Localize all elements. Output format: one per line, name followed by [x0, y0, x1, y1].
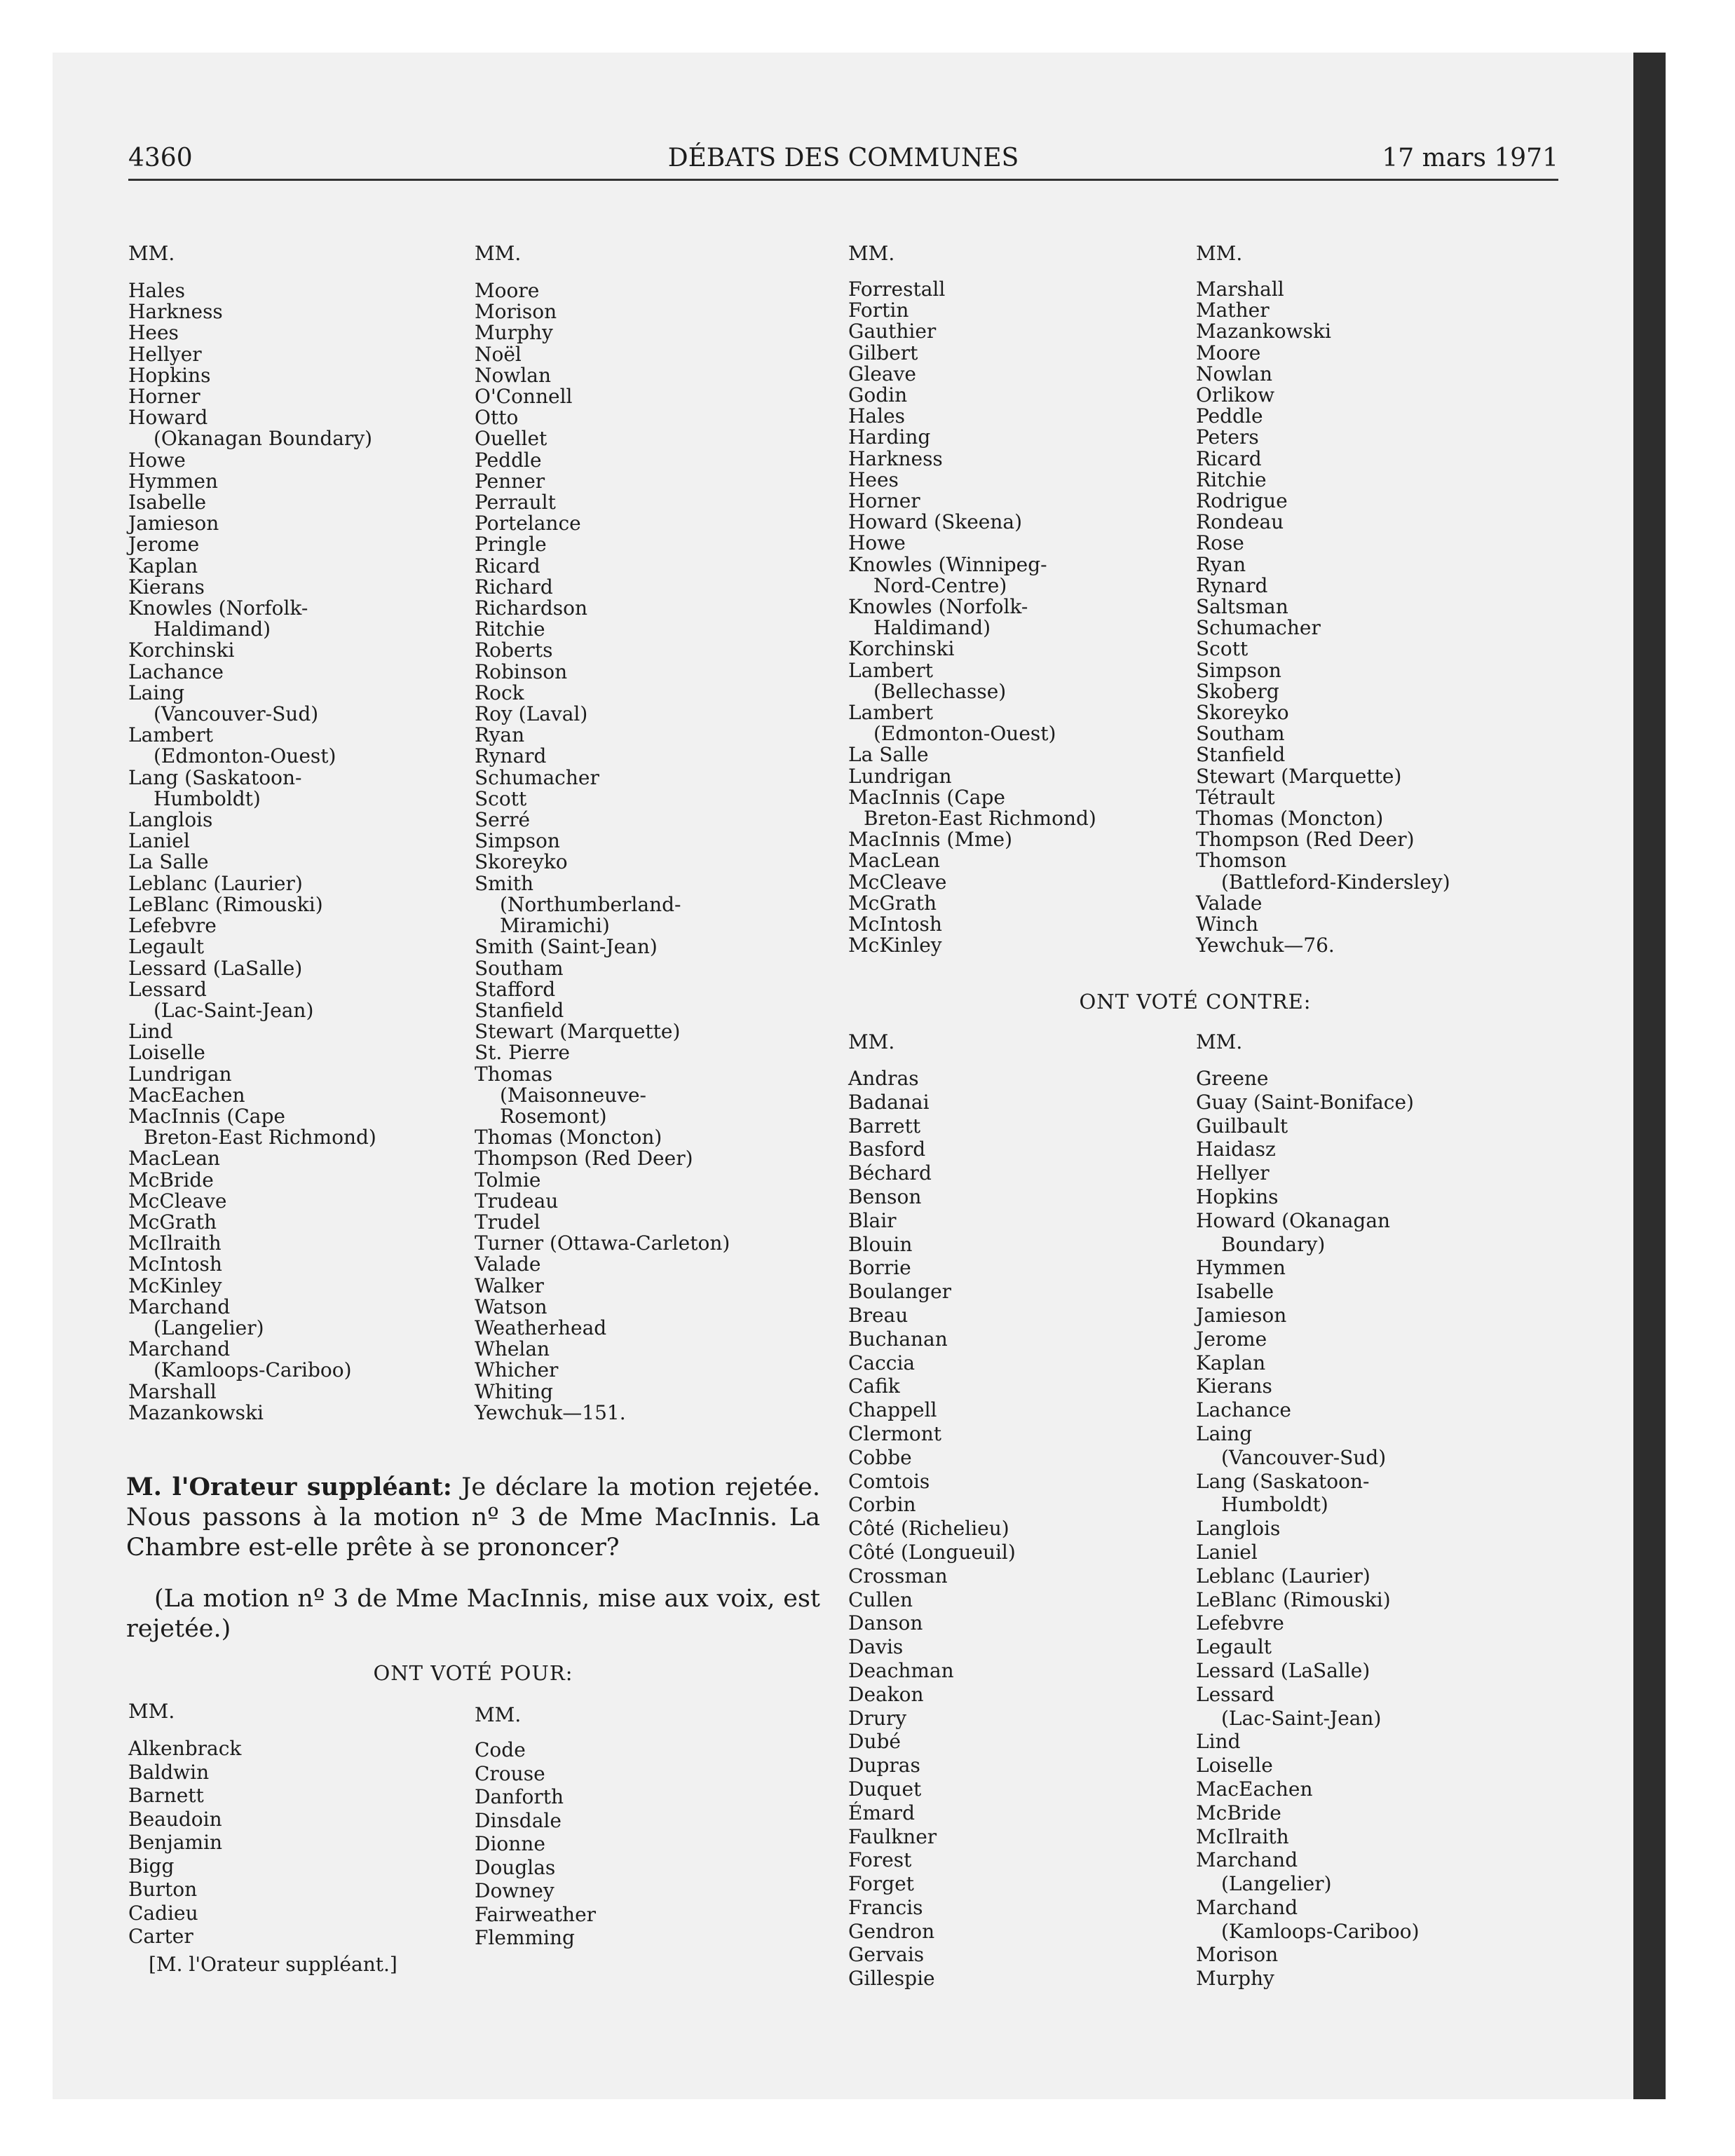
member-name: (Edmonton-Ouest)	[873, 722, 1056, 746]
member-name: Horner	[128, 385, 200, 409]
member-name: Baldwin	[128, 1760, 210, 1784]
member-name: Jerome	[1196, 1327, 1267, 1351]
member-name: Thompson (Red Deer)	[475, 1147, 693, 1171]
member-name: Langlois	[1196, 1517, 1281, 1541]
member-name: Scott	[1196, 637, 1248, 661]
member-name: (Okanagan Boundary)	[154, 427, 373, 451]
member-name: Howe	[128, 448, 186, 472]
member-name: Howard	[128, 406, 208, 430]
member-name: Benson	[848, 1185, 922, 1208]
member-name: Forget	[848, 1872, 914, 1896]
member-name: McGrath	[128, 1210, 217, 1234]
member-name: Gilbert	[848, 341, 918, 364]
member-name: Korchinski	[128, 639, 235, 662]
member-name: Cobbe	[848, 1445, 912, 1469]
member-name: Danson	[848, 1611, 923, 1635]
member-name: Humboldt)	[1221, 1493, 1328, 1517]
member-name: Lambert	[848, 658, 933, 682]
member-name: Gillespie	[848, 1967, 935, 1991]
member-name: Deakon	[848, 1682, 924, 1706]
member-name: Barrett	[848, 1114, 921, 1138]
member-name: Tétrault	[1196, 785, 1275, 809]
member-name: Kierans	[1196, 1374, 1272, 1398]
member-name: La Salle	[128, 850, 209, 874]
member-name: Thomas (Moncton)	[475, 1126, 662, 1149]
member-name: Miramichi)	[500, 914, 610, 938]
member-name: (Lac-Saint-Jean)	[1221, 1706, 1382, 1730]
member-name: Noël	[475, 342, 522, 366]
member-name: Knowles (Winnipeg-	[848, 552, 1047, 576]
member-name: Duquet	[848, 1777, 922, 1801]
member-name: Moore	[1196, 341, 1261, 364]
member-name: Davis	[848, 1635, 904, 1659]
member-name: Mazankowski	[1196, 320, 1331, 343]
member-name: Dubé	[848, 1730, 901, 1754]
member-name: McBride	[1196, 1801, 1281, 1824]
member-name: Guilbault	[1196, 1114, 1288, 1138]
member-name: Orlikow	[1196, 383, 1275, 407]
member-name: Peddle	[1196, 404, 1263, 428]
member-name: Smith (Saint-Jean)	[475, 935, 658, 959]
member-name: (Battleford-Kindersley)	[1221, 870, 1450, 894]
member-name: Loiselle	[1196, 1754, 1273, 1778]
member-name: Ryan	[1196, 552, 1246, 576]
member-name: Knowles (Norfolk-	[848, 595, 1028, 619]
member-name: Forest	[848, 1848, 912, 1872]
member-name: Morison	[1196, 1943, 1279, 1967]
member-name: (Northumberland-	[500, 892, 681, 916]
member-name: Thomas	[475, 1062, 553, 1086]
member-name: Roberts	[475, 639, 553, 662]
member-name: Buchanan	[848, 1327, 948, 1351]
member-name: Downey	[475, 1879, 554, 1902]
member-name: Hales	[128, 279, 186, 302]
member-name: Guay (Saint-Boniface)	[1196, 1090, 1414, 1114]
member-name: Kaplan	[1196, 1351, 1266, 1374]
member-name: Valade	[475, 1253, 541, 1276]
member-name: Lambert	[128, 723, 213, 747]
member-name: Code	[475, 1738, 526, 1761]
member-name: Skoreyko	[475, 850, 568, 874]
member-name: (Vancouver-Sud)	[1221, 1445, 1387, 1469]
member-name: Lefebvre	[1196, 1611, 1284, 1635]
member-name: Hellyer	[1196, 1161, 1270, 1185]
member-name: Beaudoin	[128, 1807, 222, 1831]
member-name: Langlois	[128, 808, 213, 832]
member-name: Scott	[475, 786, 527, 810]
member-name: Smith	[475, 871, 533, 895]
member-name: Loiselle	[128, 1041, 205, 1065]
member-name: Marchand	[128, 1337, 231, 1361]
member-name: Cafik	[848, 1374, 900, 1398]
mm-label: MM.	[848, 1030, 895, 1053]
member-name: Haldimand)	[873, 616, 991, 640]
member-name: Skoberg	[1196, 679, 1279, 703]
member-name: Kaplan	[128, 554, 198, 578]
member-name: Gendron	[848, 1919, 935, 1943]
member-name: Weatherhead	[475, 1316, 607, 1339]
member-name: Richard	[475, 575, 553, 599]
page-title: DÉBATS DES COMMUNES	[667, 144, 1019, 172]
member-name: Mazankowski	[128, 1400, 264, 1424]
member-name: St. Pierre	[475, 1041, 570, 1065]
member-name: Whiting	[475, 1379, 553, 1403]
member-name: Fortin	[848, 299, 909, 322]
member-name: McKinley	[128, 1274, 222, 1297]
member-name: Penner	[475, 469, 545, 493]
member-name: Benjamin	[128, 1831, 223, 1854]
member-name: MacInnis (Mme)	[848, 828, 1013, 852]
member-name: Marshall	[128, 1379, 217, 1403]
member-name: Lachance	[1196, 1398, 1291, 1422]
member-name: Simpson	[475, 829, 560, 853]
member-name: Pringle	[475, 533, 547, 557]
member-name: Stanfield	[475, 998, 564, 1022]
member-name: Hees	[848, 468, 899, 491]
member-name: Crossman	[848, 1564, 948, 1588]
member-name: Andras	[848, 1067, 919, 1090]
member-name: Isabelle	[128, 491, 207, 514]
member-name: Murphy	[1196, 1967, 1274, 1991]
member-name: Blair	[848, 1208, 897, 1232]
member-name: Valade	[1196, 891, 1263, 915]
member-name: Marchand	[128, 1295, 231, 1318]
member-name: Hopkins	[1196, 1185, 1279, 1208]
member-name: Lessard (LaSalle)	[1196, 1658, 1370, 1682]
member-name: Stanfield	[1196, 743, 1286, 767]
member-name: Béchard	[848, 1161, 932, 1185]
member-name: Nord-Centre)	[873, 573, 1007, 597]
member-name: Dinsdale	[475, 1808, 562, 1832]
member-name: Godin	[848, 383, 908, 407]
member-name: Dupras	[848, 1754, 920, 1778]
mm-label: MM.	[1196, 1030, 1243, 1053]
vote-list-column	[1196, 279, 1450, 957]
member-name: Humboldt)	[154, 786, 261, 810]
member-name: Cullen	[848, 1588, 913, 1611]
page-date: 17 mars 1971	[1382, 144, 1558, 172]
mm-label: MM.	[128, 242, 175, 265]
mm-label: MM.	[848, 242, 895, 265]
member-name: Perrault	[475, 491, 556, 514]
member-name: LeBlanc (Rimouski)	[128, 892, 323, 916]
member-name: Yewchuk—76.	[1196, 934, 1335, 957]
member-name: (Maisonneuve-	[500, 1083, 646, 1107]
member-name: Thomas (Moncton)	[1196, 807, 1384, 831]
member-name: Côté (Richelieu)	[848, 1517, 1009, 1541]
member-name: Ryan	[475, 723, 525, 747]
member-name: Rynard	[1196, 573, 1268, 597]
member-name: Winch	[1196, 913, 1258, 936]
member-name: Thompson (Red Deer)	[1196, 828, 1415, 852]
binding-edge	[1633, 53, 1666, 2099]
member-name: Southam	[1196, 722, 1285, 746]
mm-label: MM.	[128, 1700, 175, 1723]
vote-list-column	[848, 1067, 1016, 1991]
member-name: Alkenbrack	[128, 1737, 242, 1760]
member-name: Francis	[848, 1895, 923, 1919]
member-name: Comtois	[848, 1469, 930, 1493]
member-name: Turner (Ottawa-Carleton)	[475, 1231, 730, 1255]
member-name: Marchand	[1196, 1848, 1298, 1872]
member-name: MacEachen	[128, 1083, 245, 1107]
member-name: Tolmie	[475, 1168, 541, 1192]
member-name: Stewart (Marquette)	[475, 1020, 681, 1044]
member-name: Harkness	[848, 446, 943, 470]
member-name: Saltsman	[1196, 595, 1288, 619]
member-name: Breton-East Richmond)	[144, 1126, 376, 1149]
member-name: Gleave	[848, 362, 916, 386]
member-name: Laing	[1196, 1421, 1253, 1445]
member-name: Lessard	[128, 977, 207, 1001]
member-name: Howe	[848, 531, 906, 555]
member-name: McKinley	[848, 934, 942, 957]
vote-list-column	[128, 1737, 241, 1949]
member-name: Morison	[475, 300, 557, 324]
member-name: Leblanc (Laurier)	[128, 871, 303, 895]
member-name: Rodrigue	[1196, 489, 1288, 513]
member-name: Dionne	[475, 1832, 545, 1855]
result-paragraph: (La motion nº 3 de Mme MacInnis, mise aux voix, est rejetée.)	[126, 1585, 820, 1643]
member-name: Rynard	[475, 744, 547, 768]
member-name: Trudel	[475, 1210, 540, 1234]
member-name: (Kamloops-Cariboo)	[154, 1358, 352, 1382]
member-name: Rock	[475, 681, 524, 704]
member-name: Horner	[848, 489, 920, 513]
member-name: Hales	[848, 404, 906, 428]
member-name: Hymmen	[128, 469, 218, 493]
member-name: Lessard (LaSalle)	[128, 956, 303, 980]
member-name: Harkness	[128, 300, 223, 324]
mm-label: MM.	[1196, 242, 1243, 265]
member-name: Laing	[128, 681, 185, 704]
member-name: Murphy	[475, 321, 553, 345]
member-name: Leblanc (Laurier)	[1196, 1564, 1370, 1588]
member-name: Badanai	[848, 1090, 930, 1114]
member-name: Faulkner	[848, 1824, 937, 1848]
member-name: Flemming	[475, 1926, 575, 1949]
member-name: McCleave	[848, 870, 947, 894]
member-name: Gauthier	[848, 320, 937, 343]
member-name: Trudeau	[475, 1189, 559, 1213]
member-name: Isabelle	[1196, 1280, 1274, 1304]
member-name: MacInnis (Cape	[128, 1104, 285, 1128]
member-name: Chappell	[848, 1398, 937, 1422]
member-name: Roy (Laval)	[475, 702, 588, 726]
member-name: (Edmonton-Ouest)	[154, 744, 336, 768]
member-name: McIntosh	[128, 1253, 222, 1276]
member-name: Bigg	[128, 1854, 175, 1878]
member-name: Fairweather	[475, 1902, 597, 1926]
member-name: Côté (Longueuil)	[848, 1540, 1016, 1564]
member-name: Ritchie	[475, 618, 545, 641]
member-name: Barnett	[128, 1784, 204, 1807]
member-name: Marshall	[1196, 278, 1284, 301]
member-name: Nowlan	[475, 363, 552, 387]
member-name: MacLean	[848, 849, 940, 873]
member-name: Jamieson	[1196, 1303, 1287, 1327]
member-name: Howard (Skeena)	[848, 510, 1023, 534]
member-name: (Lac-Saint-Jean)	[154, 998, 314, 1022]
member-name: Korchinski	[848, 637, 955, 661]
member-name: Yewchuk—151.	[475, 1400, 626, 1424]
member-name: Jerome	[128, 533, 200, 557]
member-name: LeBlanc (Rimouski)	[1196, 1588, 1391, 1611]
member-name: Serré	[475, 808, 531, 832]
member-name: Forrestall	[848, 278, 946, 301]
member-name: Boundary)	[1221, 1232, 1326, 1256]
member-name: (Langelier)	[1221, 1872, 1332, 1896]
member-name: Clermont	[848, 1421, 942, 1445]
vote-list-column	[475, 280, 730, 1424]
speaker-text: Je déclare la motion rejetée. Nous passons à la motion nº 3 de Mme MacInnis. La Chambre est-elle prête à se prononcer?	[126, 1473, 820, 1562]
member-name: La Salle	[848, 743, 929, 767]
member-name: Lessard	[1196, 1682, 1274, 1706]
member-name: Gervais	[848, 1943, 925, 1967]
member-name: Haidasz	[1196, 1138, 1276, 1161]
member-name: Mather	[1196, 299, 1270, 322]
member-name: Ouellet	[475, 427, 547, 451]
member-name: Blouin	[848, 1232, 913, 1256]
member-name: Stafford	[475, 977, 556, 1001]
member-name: Robinson	[475, 660, 568, 683]
vote-list-column	[848, 279, 1096, 957]
speaker-name: M. l'Orateur suppléant:	[126, 1473, 452, 1501]
member-name: Lang (Saskatoon-	[128, 765, 302, 789]
member-name: Boulanger	[848, 1280, 952, 1304]
page-number: 4360	[128, 144, 193, 172]
vote-list-column	[475, 1738, 596, 1950]
member-name: Hellyer	[128, 342, 202, 366]
member-name: Peddle	[475, 448, 542, 472]
member-name: Lang (Saskatoon-	[1196, 1469, 1370, 1493]
member-name: Lachance	[128, 660, 224, 683]
member-name: Émard	[848, 1801, 915, 1824]
member-name: Watson	[475, 1295, 547, 1318]
member-name: (Langelier)	[154, 1316, 264, 1339]
member-name: Ritchie	[1196, 468, 1267, 491]
member-name: Ricard	[1196, 446, 1262, 470]
member-name: Knowles (Norfolk-	[128, 596, 308, 620]
member-name: O'Connell	[475, 385, 573, 409]
member-name: Hopkins	[128, 363, 211, 387]
member-name: McGrath	[848, 891, 937, 915]
member-name: (Kamloops-Cariboo)	[1221, 1919, 1420, 1943]
member-name: Deachman	[848, 1658, 954, 1682]
member-name: MacLean	[128, 1147, 220, 1171]
member-name: Peters	[1196, 425, 1259, 449]
member-name: Breton-East Richmond)	[864, 807, 1096, 831]
member-name: McIntosh	[848, 913, 942, 936]
member-name: Simpson	[1196, 658, 1281, 682]
member-name: Burton	[128, 1878, 198, 1901]
member-name: Lundrigan	[128, 1062, 232, 1086]
member-name: Thomson	[1196, 849, 1287, 873]
member-name: Walker	[475, 1274, 544, 1297]
member-name: Laniel	[1196, 1540, 1258, 1564]
member-name: Legault	[128, 935, 205, 959]
member-name: Nowlan	[1196, 362, 1273, 386]
member-name: Ricard	[475, 554, 540, 578]
speaker-paragraph	[126, 1472, 820, 1563]
member-name: McIlraith	[128, 1231, 222, 1255]
member-name: Lundrigan	[848, 764, 952, 788]
member-name: McIlraith	[1196, 1824, 1289, 1848]
member-name: Moore	[475, 279, 540, 302]
member-name: Danforth	[475, 1785, 564, 1808]
member-name: McBride	[128, 1168, 214, 1192]
member-name: Jamieson	[128, 512, 219, 535]
member-name: Lind	[1196, 1730, 1241, 1754]
member-name: Schumacher	[475, 765, 599, 789]
member-name: Rosemont)	[500, 1104, 607, 1128]
member-name: Legault	[1196, 1635, 1272, 1659]
member-name: Rose	[1196, 531, 1244, 555]
member-name: Howard (Okanagan	[1196, 1208, 1391, 1232]
member-name: Schumacher	[1196, 616, 1321, 640]
page-header	[128, 144, 1558, 181]
mm-label: MM.	[475, 242, 522, 265]
member-name: Whelan	[475, 1337, 550, 1361]
member-name: Douglas	[475, 1855, 556, 1879]
member-name: (Vancouver-Sud)	[154, 702, 319, 726]
member-name: Hymmen	[1196, 1256, 1286, 1280]
member-name: Otto	[475, 406, 519, 430]
mm-label: MM.	[475, 1703, 522, 1726]
member-name: Borrie	[848, 1256, 911, 1280]
member-name: Rondeau	[1196, 510, 1284, 534]
member-name: Laniel	[128, 829, 190, 853]
member-name: Whicher	[475, 1358, 559, 1382]
member-name: Marchand	[1196, 1895, 1298, 1919]
vote-against-heading: ONT VOTÉ CONTRE:	[1079, 990, 1312, 1014]
member-name: Lambert	[848, 701, 933, 725]
member-name: Breau	[848, 1303, 909, 1327]
member-name: Southam	[475, 956, 564, 980]
member-name: Corbin	[848, 1493, 916, 1517]
member-name: (Bellechasse)	[873, 679, 1007, 703]
member-name: MacInnis (Cape	[848, 785, 1005, 809]
member-name: Basford	[848, 1138, 926, 1161]
member-name: Skoreyko	[1196, 701, 1289, 725]
vote-list-column	[128, 280, 376, 1424]
member-name: Portelance	[475, 512, 581, 535]
member-name: Drury	[848, 1706, 907, 1730]
member-name: Harding	[848, 425, 931, 449]
member-name: Hees	[128, 321, 179, 345]
member-name: Caccia	[848, 1351, 916, 1374]
member-name: Lind	[128, 1020, 173, 1044]
member-name: Greene	[1196, 1067, 1269, 1090]
member-name: Cadieu	[128, 1901, 198, 1925]
member-name: Carter	[128, 1925, 193, 1948]
member-name: McCleave	[128, 1189, 227, 1213]
member-name: MacEachen	[1196, 1777, 1313, 1801]
vote-list-column	[1196, 1067, 1420, 1991]
member-name: Kierans	[128, 575, 205, 599]
member-name: Crouse	[475, 1761, 545, 1785]
vote-for-heading: ONT VOTÉ POUR:	[373, 1661, 573, 1685]
member-name: Stewart (Marquette)	[1196, 764, 1402, 788]
member-name: Haldimand)	[154, 618, 271, 641]
member-name: Richardson	[475, 596, 588, 620]
member-name: Lefebvre	[128, 914, 217, 938]
footer-note: [M. l'Orateur suppléant.]	[149, 1953, 397, 1976]
